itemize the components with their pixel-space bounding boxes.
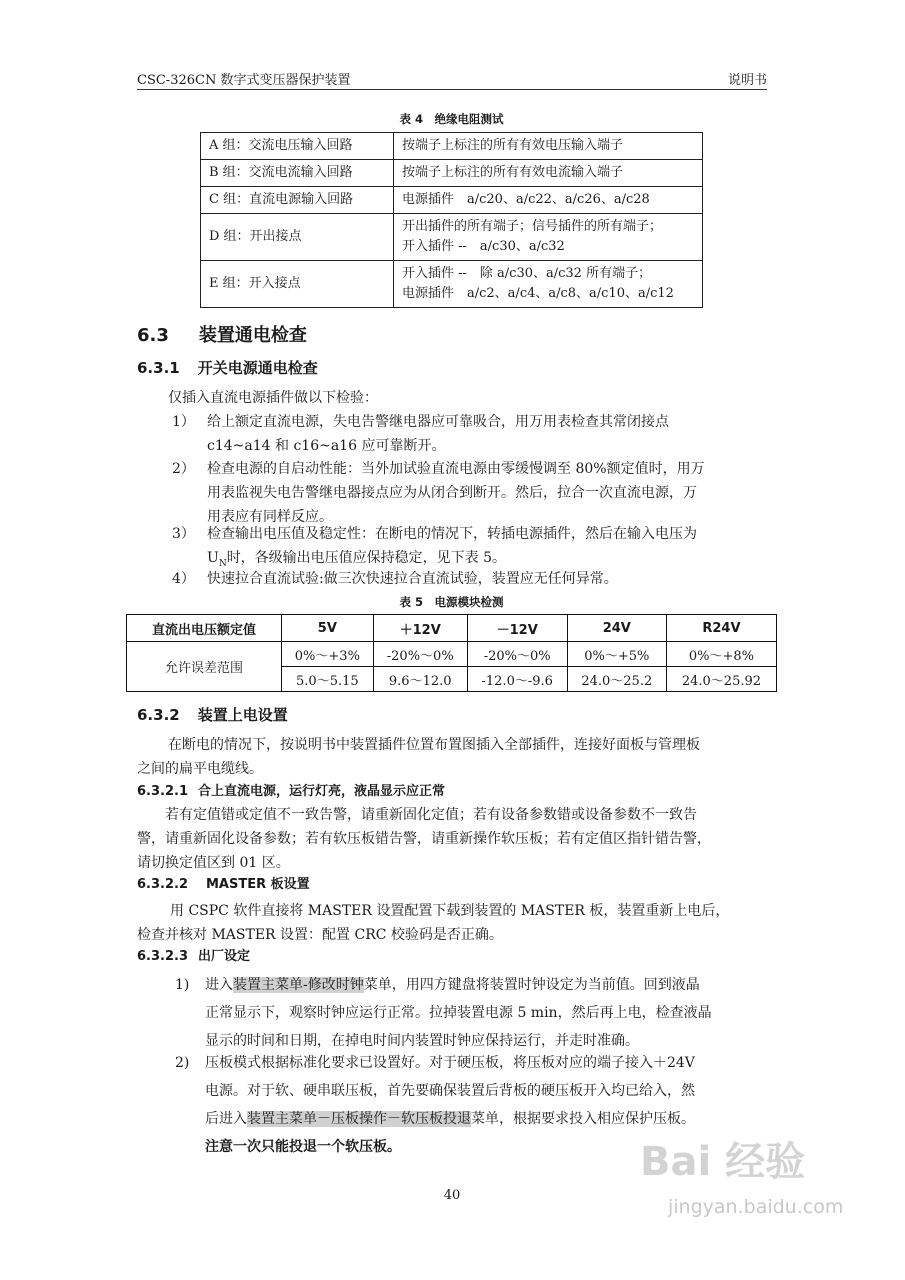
header-doc-type: 说明书 <box>727 73 767 88</box>
tolerance-percent-cell: 0%～+3% <box>282 642 374 667</box>
group-cell: D 组：开出接点 <box>201 214 394 261</box>
column-header: －12V <box>467 615 567 642</box>
table-row <box>201 133 703 160</box>
section-number: 6.3.1 <box>137 359 180 377</box>
page-number: 40 <box>443 1188 461 1203</box>
intro-text: 仅插入直流电源插件做以下检验： <box>168 390 378 406</box>
list-number: 1) <box>175 977 190 993</box>
tolerance-percent-cell: 0%～+5% <box>567 642 666 667</box>
tolerance-percent-cell: -20%～0% <box>373 642 467 667</box>
column-header: 24V <box>567 615 666 642</box>
paragraph: 在断电的情况下，按说明书中装置插件位置布置图插入全部插件，连接好面板与管理板 之间的扁平电缆线。 <box>137 737 700 777</box>
tolerance-percent-cell: 0%～+8% <box>666 642 776 667</box>
section-number: 6.3 <box>137 325 169 346</box>
column-header: R24V <box>666 615 776 642</box>
list-number: 4） <box>172 571 195 587</box>
paragraph: 用 CSPC 软件直接将 MASTER 设置配置下载到装置的 MASTER 板，装置重新上电后， 检查并核对 MASTER 设置：配置 CRC 校验码是否正确。 <box>137 903 730 943</box>
paragraph: 若有定值错或定值不一致告警，请重新固化定值；若有设备参数错或设备参数不一致告 警，请重新固化设备参数；若有软压板错告警，请重新操作软压板；若有定值区指针错告警， 请切换定值区到 01 区。 <box>137 807 711 871</box>
terminal-cell: 按端子上标注的所有有效电流输入端子 <box>394 160 703 187</box>
list-item: 快速拉合直流试验:做三次快速拉合直流试验，装置应无任何异常。 <box>207 571 618 587</box>
group-cell: E 组：开入接点 <box>201 261 394 308</box>
list-number: 1） <box>172 414 195 430</box>
voltage-range-cell: 24.0～25.2 <box>567 667 666 692</box>
column-header: ＋12V <box>373 615 467 642</box>
section-title: 开关电源通电检查 <box>197 359 318 377</box>
table-row <box>201 261 703 308</box>
tolerance-percent-cell: -20%～0% <box>467 642 567 667</box>
group-cell: B 组：交流电流输入回路 <box>201 160 394 187</box>
section-6-3-heading <box>137 321 307 347</box>
section-6-3-2-1-heading: 6.3.2.1 合上直流电源，运行灯亮，液晶显示应正常 <box>137 784 446 799</box>
power-module-table <box>126 614 777 692</box>
table5-caption: 表 5 电源模块检测 <box>399 595 504 609</box>
table-row <box>201 214 703 261</box>
section-6-3-2-3-heading: 6.3.2.3 出厂设定 <box>137 949 251 964</box>
list-item: 进入装置主菜单-修改时钟菜单，用四方键盘将装置时钟设定为当前值。回到液晶 正常显示下，观察时钟应运行正常。拉掉装置电源 5 min，然后再上电，检查液晶 显示的时间和日期，在掉电时间内装置时钟应保持运行，并走时准确。 <box>205 977 712 1049</box>
menu-path-highlight: 装置主菜单-修改时钟 <box>233 977 364 993</box>
table4-caption: 表 4 绝缘电阻测试 <box>399 112 504 126</box>
terminal-cell: 开出插件的所有端子；信号插件的所有端子； 开入插件 -- a/c30、a/c32 <box>394 214 703 261</box>
section-number: 6.3.2 <box>137 706 180 724</box>
voltage-range-cell: 5.0～5.15 <box>282 667 374 692</box>
list-number: 2） <box>172 461 195 477</box>
terminal-cell: 按端子上标注的所有有效电压输入端子 <box>394 133 703 160</box>
insulation-test-table <box>200 132 703 308</box>
list-item: 压板模式根据标准化要求已设置好。对于硬压板，将压板对应的端子接入＋24V 电源。对于软、硬串联压板，首先要确保装置后背板的硬压板开入均已给入，然 后进入装置主菜单－压板操作－软压板投退菜单，根据要求投入相应保护压板。 注意一次只能投退一个软压板。 <box>205 1049 695 1161</box>
list-number: 3） <box>172 526 195 542</box>
list-item: 给上额定直流电源，失电告警继电器应可靠吸合，用万用表检查其常闭接点 c14~a14 和 c16~a16 应可靠断开。 <box>207 414 669 454</box>
baidu-watermark-url: jingyan.baidu.com <box>668 1196 844 1218</box>
section-6-3-2-heading <box>137 704 288 725</box>
section-6-3-2-2-heading: 6.3.2.2 MASTER 板设置 <box>137 877 310 892</box>
terminal-cell: 开入插件 -- 除 a/c30、a/c32 所有端子； 电源插件 a/c2、a/c4、a/c8、a/c10、a/c12 <box>394 261 703 308</box>
terminal-cell: 电源插件 a/c20、a/c22、a/c26、a/c28 <box>394 187 703 214</box>
baidu-watermark-logo: Bai 经验 <box>640 1139 806 1185</box>
group-cell: A 组：交流电压输入回路 <box>201 133 394 160</box>
note-text: 注意一次只能投退一个软压板。 <box>205 1139 401 1155</box>
section-title: 装置上电设置 <box>197 706 288 724</box>
column-header: 直流出电压额定值 <box>127 615 282 642</box>
column-header: 5V <box>282 615 374 642</box>
table-row <box>201 160 703 187</box>
header-title: CSC-326CN 数字式变压器保护装置 <box>137 73 351 88</box>
list-item: 检查电源的自启动性能：当外加试验直流电源由零缓慢调至 80%额定值时，用万 用表监视失电告警继电器接点应为从闭合到断开。然后，拉合一次直流电源，万 用表应有同样反应。 <box>207 461 705 525</box>
list-item: 检查输出电压值及稳定性：在断电的情况下，转插电源插件，然后在输入电压为 $U_N$时，各级输出电压值应保持稳定，见下表 5。 <box>207 526 697 569</box>
voltage-range-cell: 24.0～25.92 <box>666 667 776 692</box>
table-row <box>201 187 703 214</box>
section-6-3-1-heading <box>137 357 318 378</box>
section-title: 装置通电检查 <box>198 325 307 346</box>
group-cell: C 组：直流电源输入回路 <box>201 187 394 214</box>
row-label: 允许误差范围 <box>127 642 282 692</box>
voltage-range-cell: 9.6～12.0 <box>373 667 467 692</box>
list-number: 2) <box>175 1055 190 1071</box>
page-header <box>137 67 767 90</box>
voltage-range-cell: -12.0～-9.6 <box>467 667 567 692</box>
menu-path-highlight: 装置主菜单－压板操作－软压板投退 <box>247 1111 471 1127</box>
